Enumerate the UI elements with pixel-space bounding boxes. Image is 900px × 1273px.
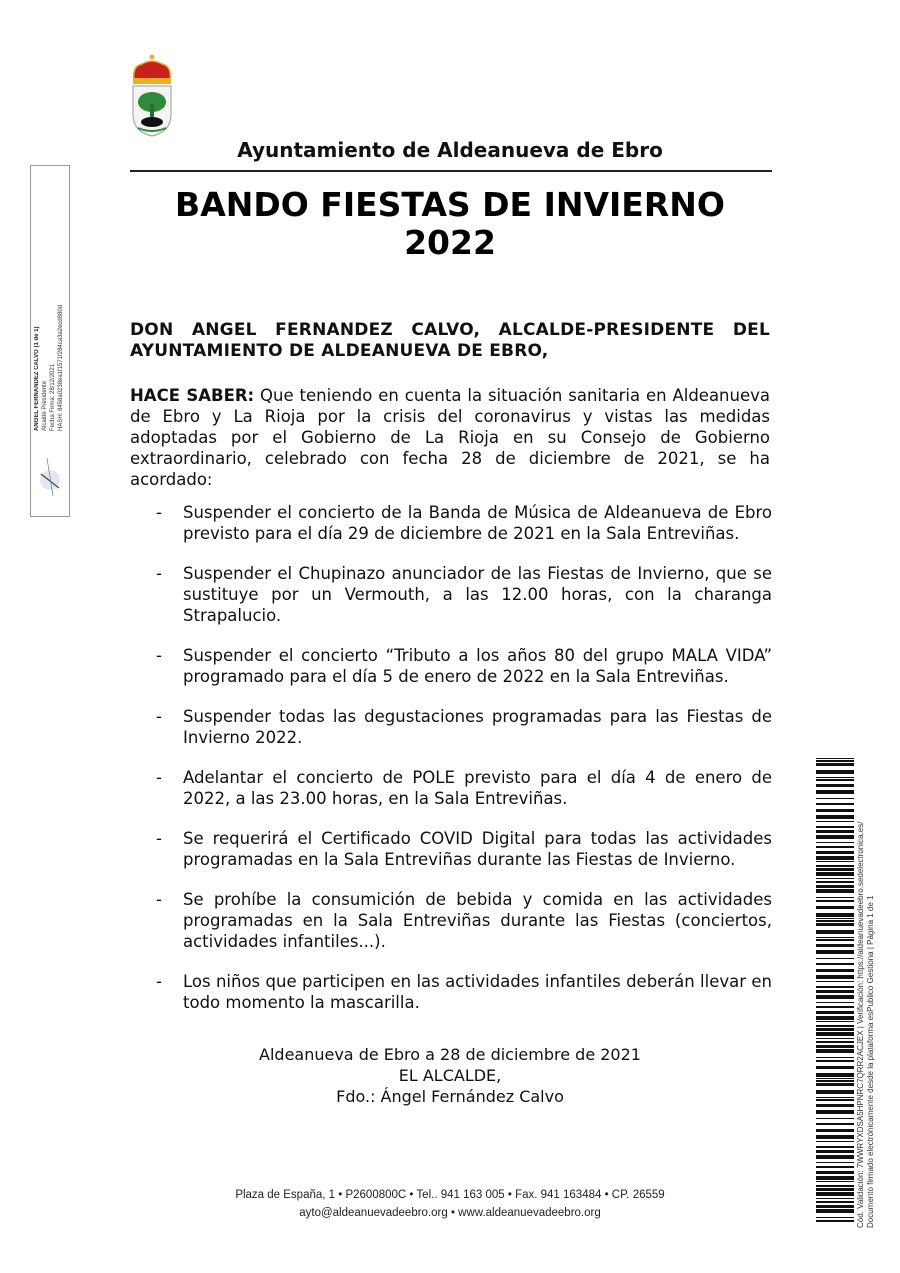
list-item: - Adelantar el concierto de POLE previsto para el día 4 de enero de 2022, a las 23.00 horas, en la Sala Entreviñas.	[156, 768, 772, 808]
bullet-dash: -	[156, 707, 162, 726]
title-line-2: 2022	[404, 223, 496, 262]
header-divider	[130, 170, 772, 172]
document-title	[130, 186, 770, 262]
title-line-1: BANDO FIESTAS DE INVIERNO	[175, 185, 725, 224]
list-item: - Suspender todas las degustaciones programadas para las Fiestas de Invierno 2022.	[156, 707, 772, 747]
signature-seal-icon	[37, 452, 63, 502]
hace-saber-text: Que teniendo en cuenta la situación sanitaria en Aldeanueva de Ebro y La Rioja por la crisis del coronavirus y vistas las medidas adoptadas por el Gobierno de La Rioja en su Consejo de Gobierno extraordinario, celebrado con fecha 28 de diciembre de 2021, se ha acordado:	[130, 386, 770, 489]
bullet-dash: -	[156, 503, 162, 522]
stamp-text	[33, 181, 69, 431]
stamp-role: Alcalde Presidente	[42, 380, 48, 431]
verification-platform: Documento firmado electrónicamente desde la plataforma esPublico Gestiona | Página 1 de 1	[866, 895, 875, 1228]
mayor-intro: DON ANGEL FERNANDEZ CALVO, ALCALDE-PRESIDENTE DEL AYUNTAMIENTO DE ALDEANUEVA DE EBRO,	[130, 320, 770, 361]
bullet-dash: -	[156, 890, 162, 909]
stamp-date: Fecha Firma: 28/12/2021	[50, 363, 56, 431]
list-item: - Suspender el Chupinazo anunciador de las Fiestas de Invierno, que se sustituye por un Vermouth, a las 12.00 horas, con la charanga Strapalucio.	[156, 564, 772, 625]
list-item: - Se prohíbe la consumición de bebida y comida en las actividades programadas en la Sala Entreviñas durante las Fiestas (conciertos, actividades infantiles...).	[156, 890, 772, 951]
signer-name: Fdo.: Ángel Fernández Calvo	[336, 1087, 564, 1106]
place-date: Aldeanueva de Ebro a 28 de diciembre de 2021	[259, 1045, 641, 1064]
stamp-signer: ANGEL FERNANDEZ CALVO (1 de 1)	[34, 326, 40, 431]
electronic-signature-stamp	[30, 165, 70, 517]
bullet-dash: -	[156, 829, 162, 848]
signature-block	[200, 1044, 700, 1107]
list-item: - Se requerirá el Certificado COVID Digital para todas las actividades programadas en la Sala Entreviñas durante las Fiestas de Invierno.	[156, 829, 772, 869]
measures-list	[150, 502, 772, 1032]
bullet-dash: -	[156, 564, 162, 583]
bullet-dash: -	[156, 646, 162, 665]
footer-address: Plaza de España, 1 • P2600800C • Tel.. 941 163 005 • Fax. 941 163484 • CP. 26559	[235, 1189, 665, 1201]
bullet-dash: -	[156, 972, 162, 991]
verification-code: Cód. Validación: 7WWRYXDSA5HPNRC7QRR2ACJEX | Verificación: https://aldeanuevadeebro.sedelectronica.es/	[856, 821, 865, 1228]
list-item: - Suspender el concierto “Tributo a los años 80 del grupo MALA VIDA” programado para el día 5 de enero de 2022 en la Sala Entreviñas.	[156, 646, 772, 686]
signer-role: EL ALCALDE,	[398, 1066, 502, 1085]
stamp-hash: HASH: 8458a0238ea1f1571f284ca3a2ecd880d	[58, 304, 64, 431]
validation-barcode	[816, 758, 854, 1226]
list-item: - Suspender el concierto de la Banda de Música de Aldeanueva de Ebro previsto para el día 29 de diciembre de 2021 en la Sala Entreviñas.	[156, 503, 772, 543]
hace-saber-label: HACE SABER:	[130, 386, 255, 405]
verification-text	[856, 758, 886, 1228]
hace-saber-paragraph	[130, 385, 770, 490]
list-item: - Los niños que participen en las actividades infantiles deberán llevar en todo momento la mascarilla.	[156, 972, 772, 1012]
bullet-dash: -	[156, 768, 162, 787]
footer-web: ayto@aldeanuevadeebro.org • www.aldeanuevadeebro.org	[299, 1207, 601, 1219]
footer-contact	[150, 1186, 750, 1222]
organization-name: Ayuntamiento de Aldeanueva de Ebro	[237, 138, 663, 162]
coat-of-arms-icon	[128, 54, 176, 138]
